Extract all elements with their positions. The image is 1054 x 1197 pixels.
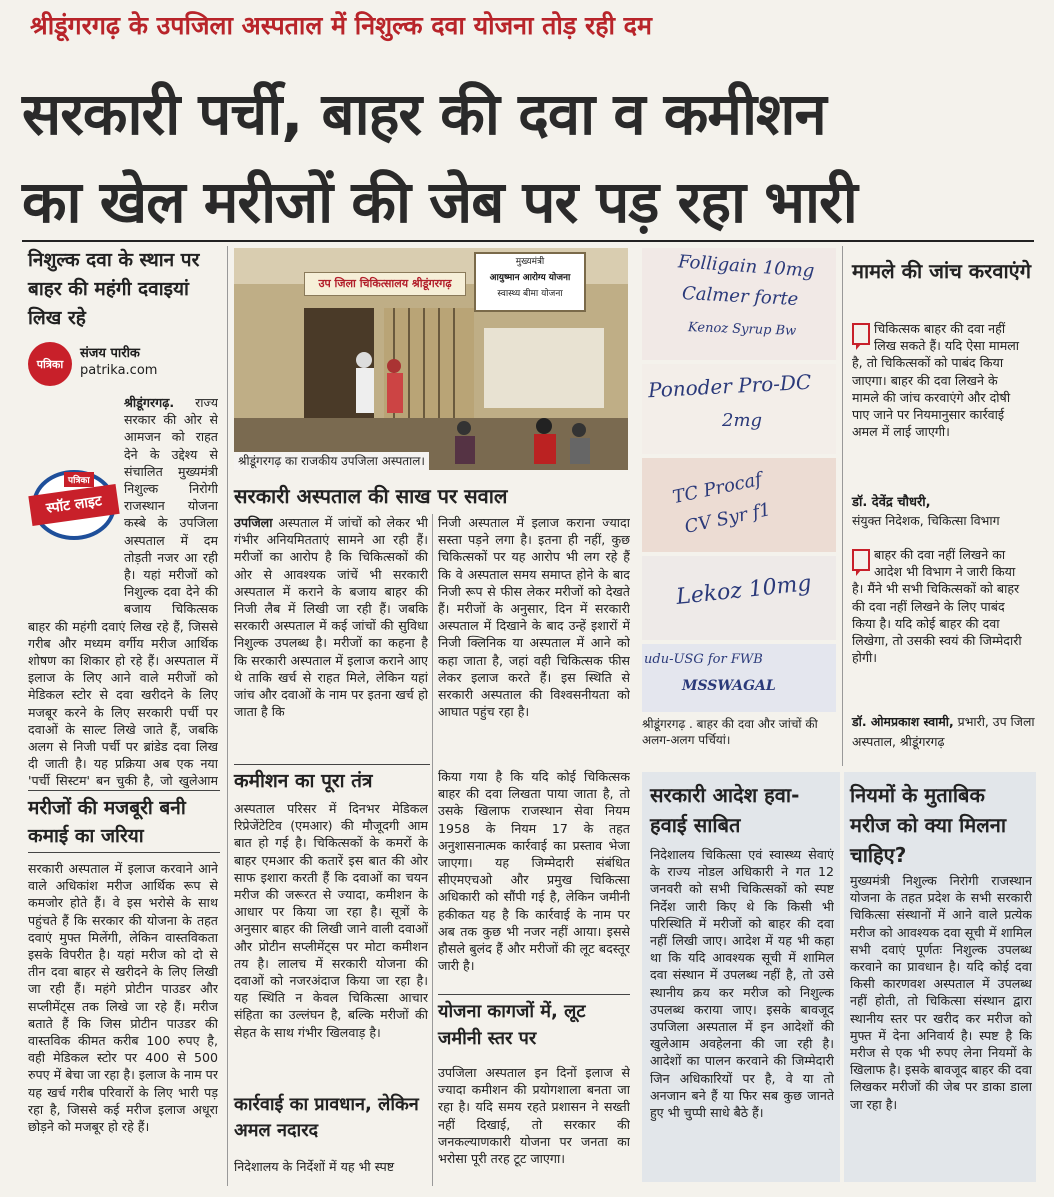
center-col-4-text: किया गया है कि यदि कोई चिकित्सक बाहर की दवा लिखता पाया जाता है, तो उसके खिलाफ राजस्थान सेवा नियम 1958 के नियम 17 के तहत अनुशासनात्मक कार्रवाई का प्रस्ताव भेजा जाएगा। यह जिम्मेदारी संबंधित सीएमएचओ और प्रमुख चिकित्सा अधिकारी को सौंपी गई है, लेकिन जमीनी हकीकत यह है कि कार्रवाई के नाम पर अब तक कुछ भी नजर नहीं आया। इससे हौसले बुलंद हैं और मरीजों की लूट बदस्तूर जारी है। bbox=[438, 769, 630, 974]
byline-name: संजय पारीक bbox=[80, 346, 140, 361]
col-divider-3 bbox=[842, 246, 843, 766]
center-subhead-2: कमीशन का पूरा तंत्र bbox=[234, 770, 373, 792]
box-rules-para: मुख्यमंत्री निशुल्क निरोगी राजस्थान योजना के तहत प्रदेश के सभी सरकारी चिकित्सा संस्थानों में आने वाले प्रत्येक मरीज को आवश्यक दवा सूची में शामिल सभी दवाएं पूर्णतः निशुल्क उपलब्ध करवाने का प्रावधान है। यदि कोई दवा किसी कारणवश अस्पताल में उपलब्ध नहीं होती, तो चिकित्सा संस्थान द्वारा स्थानीय स्तर पर खरीद कर मरीज को मुफ्त में देना अनिवार्य है। स्पष्ट है कि मरीज से एक भी रुपए लेना नियमों के खिलाफ है। इसके बावजूद बाहर की दवा लिखकर मरीजों की जेब पर डाका डाला जा रहा है। bbox=[850, 873, 1032, 1112]
center-col-1-text: अस्पताल में जांचों को लेकर भी गंभीर अनियमितताएं सामने आ रही हैं। मरीजों का आरोप है कि चिकित्सकों की ओर से आवश्यक जांचें भी सरकारी अस्पताल में कराने के बजाय बाहर की निजी लैब में लिखी जा रही हैं। जबकि सरकारी अस्पताल में कई जांचों की सुविधा निशुल्क उपलब्ध है। मरीजों का कहना है कि सरकारी अस्पताल में इलाज कराने आए थे ताकि खर्च से राहत मिले, लेकिन यहां जांच और दवाओं के नाम पर इतना खर्च हो जाता है कि bbox=[234, 515, 428, 720]
right-quote-2 bbox=[852, 546, 1028, 676]
slip-3-line-1: TC Procaf bbox=[670, 468, 764, 509]
left-para-2: सरकारी अस्पताल में इलाज करवाने आने वाले अधिकांश मरीज आर्थिक रूप से कमजोर होते हैं। वे इस भरोसे के साथ पहुंचते हैं कि सरकार की योजना के तहत दवाएं मुफ्त मिलेंगी, लेकिन वास्तविकता इसके विपरीत है। यहां मरीज को दो से तीन दवा बाहर से खरीदने के लिए लिखी जा रही हैं। महंगे प्रोटीन पाउडर और सप्लीमेंट्स तक लिखे जा रहे हैं। मरीज बताते हैं कि जिस प्रोटीन पाउडर की वास्तविक कीमत करीब 100 रुपए है, वही मेडिकल स्टोर पर 400 से 500 रुपए में बेचा जा रहा है। इलाज के नाम पर यह खर्च गरीब परिवारों के लिए भारी पड़ रहा है, जिससे कई मरीज इलाज अधूरा छोड़ने को मजबूर हो रहे हैं। bbox=[28, 861, 218, 1135]
center-col-3b bbox=[234, 1158, 428, 1178]
center-col-2 bbox=[438, 514, 630, 764]
headline-line-1: सरकारी पर्ची, बाहर की दवा व कमीशन bbox=[22, 80, 826, 148]
sig-2 bbox=[852, 712, 1042, 752]
slip-1-line-3: Kenoz Syrup Bw bbox=[687, 320, 797, 339]
spotlight-label: स्पॉट लाइट bbox=[28, 484, 119, 526]
center-divider-2 bbox=[438, 994, 630, 995]
photo-caption: श्रीडूंगरगढ़ का राजकीय उपजिला अस्पताल। bbox=[234, 452, 429, 470]
slip-2-line-2: 2mg bbox=[722, 410, 763, 431]
slip-2 bbox=[642, 364, 836, 454]
quote-icon bbox=[852, 323, 870, 345]
patrika-logo: पत्रिका bbox=[28, 342, 72, 386]
center-divider bbox=[234, 764, 430, 765]
slip-5-line-2: MSSWAGAL bbox=[682, 678, 776, 694]
hospital-photo bbox=[234, 248, 628, 470]
sig-1-role: संयुक्त निदेशक, चिकित्सा विभाग bbox=[852, 513, 1000, 528]
sig-2-name: डॉ. ओमप्रकाश स्वामी, bbox=[852, 714, 954, 729]
col-divider-1 bbox=[227, 246, 228, 1186]
center-col-4 bbox=[438, 768, 630, 988]
slip-3-line-2: CV Syr f1 bbox=[682, 499, 773, 538]
left-article-body bbox=[28, 394, 218, 790]
box-order-para: निदेशालय चिकित्सा एवं स्वास्थ्य सेवाएं के राज्य नोडल अधिकारी ने गत 12 जनवरी को सभी चिकित्सकों को स्पष्ट निर्देश जारी किए थे कि किसी भी परिस्थिति में मरीजों को बाहर की दवा नहीं लिखी जाए। आदेश में यह भी कहा था कि यदि आवश्यक सूची में शामिल दवा संस्थान में उपलब्ध नहीं है, तो उसे स्थानीय क्रय कर मरीज को निशुल्क उपलब्ध कराया जाए। इसके बावजूद उपजिला अस्पताल में इन आदेशों की खुलेआम अवहेलना की जा रही है। आदेशों का पालन करवाने की जिम्मेदारी जिन अधिकारियों पर है, वे या तो अनजान बने हैं या फिर सब कुछ जानते हुए भी चुप्पी साधे बैठे हैं। bbox=[650, 847, 834, 1121]
left-subhead-2: मरीजों की मजबूरी बनी कमाई का जरिया bbox=[28, 797, 186, 847]
slip-5-line-1: udu-USG for FWB bbox=[644, 652, 763, 667]
center-col-1-lead: उपजिला bbox=[234, 515, 273, 530]
center-col-3-text: अस्पताल परिसर में दिनभर मेडिकल रिप्रेजेंटेटिव (एमआर) की मौजूदगी आम बात हो गई है। चिकित्सकों के कमरों के बाहर एमआर की कतारें इस बात की ओर साफ इशारा करती हैं कि दवाओं का चयन मरीज की जरूरत से ज्यादा, कमीशन के आधार पर किया जा रहा है। सूत्रों के अनुसार बाहर की लिखी जाने वाली दवाओं और प्रोटीन सप्लीमेंट्स पर मोटा कमीशन तय है। लालच में सरकारी योजना की दवाओं को नजरअंदाज किया जा रहा है। यह स्थिति न केवल चिकित्सा आचार संहिता का उल्लंघन है, बल्कि मरीजों की सेहत के साथ गंभीर खिलवाड़ है। bbox=[234, 801, 428, 1040]
box-rules bbox=[844, 772, 1036, 1182]
left-article-body-2 bbox=[28, 860, 218, 1190]
slip-5 bbox=[642, 644, 836, 712]
left-divider-2 bbox=[28, 852, 220, 853]
slip-1-line-1: Folligain 10mg bbox=[677, 251, 816, 282]
right-quote-1-text: चिकित्सक बाहर की दवा नहीं लिख सकते हैं। यदि ऐसा मामला है, तो चिकित्सकों को पाबंद किया जाएगा। बाहर की दवा लिखने के मामले की जांच करवाएंगे और दोषी पाए जाने पर नियमानुसार कार्रवाई अमल में लाई जाएगी। bbox=[852, 321, 1020, 440]
slip-1 bbox=[642, 248, 836, 360]
center-subhead: सरकारी अस्पताल की साख पर सवाल bbox=[234, 484, 508, 508]
scheme-board-mid: आयुष्मान आरोग्य योजना bbox=[489, 273, 571, 283]
box-rules-text bbox=[850, 872, 1032, 1178]
scheme-board-bot: स्वास्थ्य बीमा योजना bbox=[497, 289, 563, 299]
scheme-board bbox=[474, 252, 586, 312]
box-rules-title: नियमों के मुताबिक मरीज को क्या मिलना चाहिए? bbox=[850, 783, 1007, 867]
spotlight-brand: पत्रिका bbox=[64, 472, 94, 487]
center-subhead-4: योजना कागजों में, लूट जमीनी स्तर पर bbox=[438, 1001, 586, 1049]
box-order-text bbox=[650, 846, 834, 1178]
center-col-3b-text: निदेशालय के निर्देशों में यह भी स्पष्ट bbox=[234, 1159, 395, 1174]
right-quote-2-text: बाहर की दवा नहीं लिखने का आदेश भी विभाग ने जारी किया है। मैंने भी सभी चिकित्सकों को बाहर की दवा नहीं लिखने के लिए पाबंद किया है। यदि कोई बाहर की दवा लिखेगा, तो उसकी स्वयं की जिम्मेदारी होगी। bbox=[852, 547, 1022, 666]
box-order bbox=[642, 772, 840, 1182]
quote-icon-2 bbox=[852, 549, 870, 571]
center-col-4b-text: उपजिला अस्पताल इन दिनों इलाज से ज्यादा कमीशन की प्रयोगशाला बनता जा रहा है। यदि समय रहते प्रशासन ने सख्ती नहीं दिखाई, तो सरकार की जनकल्याणकारी योजना पर जनता का भरोसा पूरी तरह टूट जाएगा। bbox=[438, 1065, 630, 1167]
dateline: श्रीडूंगरगढ़. bbox=[124, 395, 175, 410]
slips-caption: श्रीडूंगरगढ़ . बाहर की दवा और जांचों की अलग-अलग पर्चियां। bbox=[642, 717, 818, 747]
left-subhead: निशुल्क दवा के स्थान पर बाहर की महंगी दवाइयां लिख रहे bbox=[28, 249, 200, 329]
byline-site: patrika.com bbox=[80, 363, 158, 378]
slip-1-line-2: Calmer forte bbox=[681, 282, 799, 311]
top-rule bbox=[22, 240, 1034, 242]
left-para-1: राज्य सरकार की ओर से आमजन को राहत देने के उद्देश्य से संचालित मुख्यमंत्री निशुल्क निरोगी राजस्थान योजना कस्बे के उपजिला अस्पताल में दम तोड़ती नजर आ रही है। यहां मरीजों को निशुल्क दवा देने की बजाय चिकित्सक बाहर की महंगी दवाएं लिख रहे हैं, जिससे गरीब और मध्यम वर्गीय मरीज आर्थिक शोषण का शिकार हो रहे हैं। अस्पताल में इलाज के लिए आने वाले मरीजों को मेडिकल स्टोर से दवा खरीदने के लिए मजबूर करने के लिए सरकारी पर्ची पर दवाओं के साल्ट लिखे जाते हैं, जबकि अलग से निजी पर्ची पर ब्रांडेड दवा लिख दी जाती है। यह प्रक्रिया अब एक नया 'पर्ची सिस्टम' बन चुकी है, जो खुलेआम bbox=[28, 395, 218, 789]
center-col-2-text: निजी अस्पताल में इलाज कराना ज्यादा सस्ता पड़ने लगा है। इतना ही नहीं, कुछ चिकित्सकों पर यह आरोप भी लग रहे हैं कि वे अस्पताल समय समाप्त होने के बाद निजी रूप से फीस लेकर मरीजों को देखते हैं। मरीजों के अनुसार, दिन में सरकारी अस्पताल में दिखाने के बाद उन्हें इशारों में निजी क्लिनिक या अस्पताल में आने को कहा जाता है, जहां वही चिकित्सक फीस लेकर इलाज करते हैं। इस स्थिति से सरकारी अस्पताल की विश्वसनीयता को आघात पहुंच रहा है। bbox=[438, 515, 630, 720]
center-col-1 bbox=[234, 514, 428, 762]
col-divider-2 bbox=[432, 514, 433, 1186]
kicker: श्रीडूंगरगढ़ के उपजिला अस्पताल में निशुल्क दवा योजना तोड़ रही दम bbox=[30, 11, 652, 40]
sig-1-name: डॉ. देवेंद्र चौधरी, bbox=[852, 495, 931, 510]
box-order-title: सरकारी आदेश हवा-हवाई साबित bbox=[650, 783, 800, 837]
center-subhead-3: कार्रवाई का प्रावधान, लेकिन अमल नदारद bbox=[234, 1094, 419, 1141]
center-col-3 bbox=[234, 800, 428, 1092]
right-quote-1 bbox=[852, 320, 1028, 480]
hospital-sign: उप जिला चिकित्सालय श्रीडूंगरगढ़ bbox=[304, 272, 466, 296]
slip-3 bbox=[642, 458, 836, 552]
right-title: मामले की जांच करवाएंगे bbox=[852, 259, 1031, 283]
slip-4-line-1: Lekoz 10mg bbox=[675, 570, 813, 611]
headline-line-2: का खेल मरीजों की जेब पर पड़ रहा भारी bbox=[22, 168, 857, 236]
sig-2-role: प्रभारी, उप जिला अस्पताल, श्रीडूंगरगढ़ bbox=[852, 714, 1035, 749]
slip-4 bbox=[642, 556, 836, 640]
scheme-board-top: मुख्यमंत्री bbox=[515, 257, 545, 267]
slip-2-line-1: Ponoder Pro-DC bbox=[647, 369, 812, 403]
center-col-4b bbox=[438, 1064, 630, 1184]
headline bbox=[22, 70, 1032, 246]
spotlight-wrap-space bbox=[28, 466, 124, 614]
left-divider bbox=[28, 790, 220, 791]
